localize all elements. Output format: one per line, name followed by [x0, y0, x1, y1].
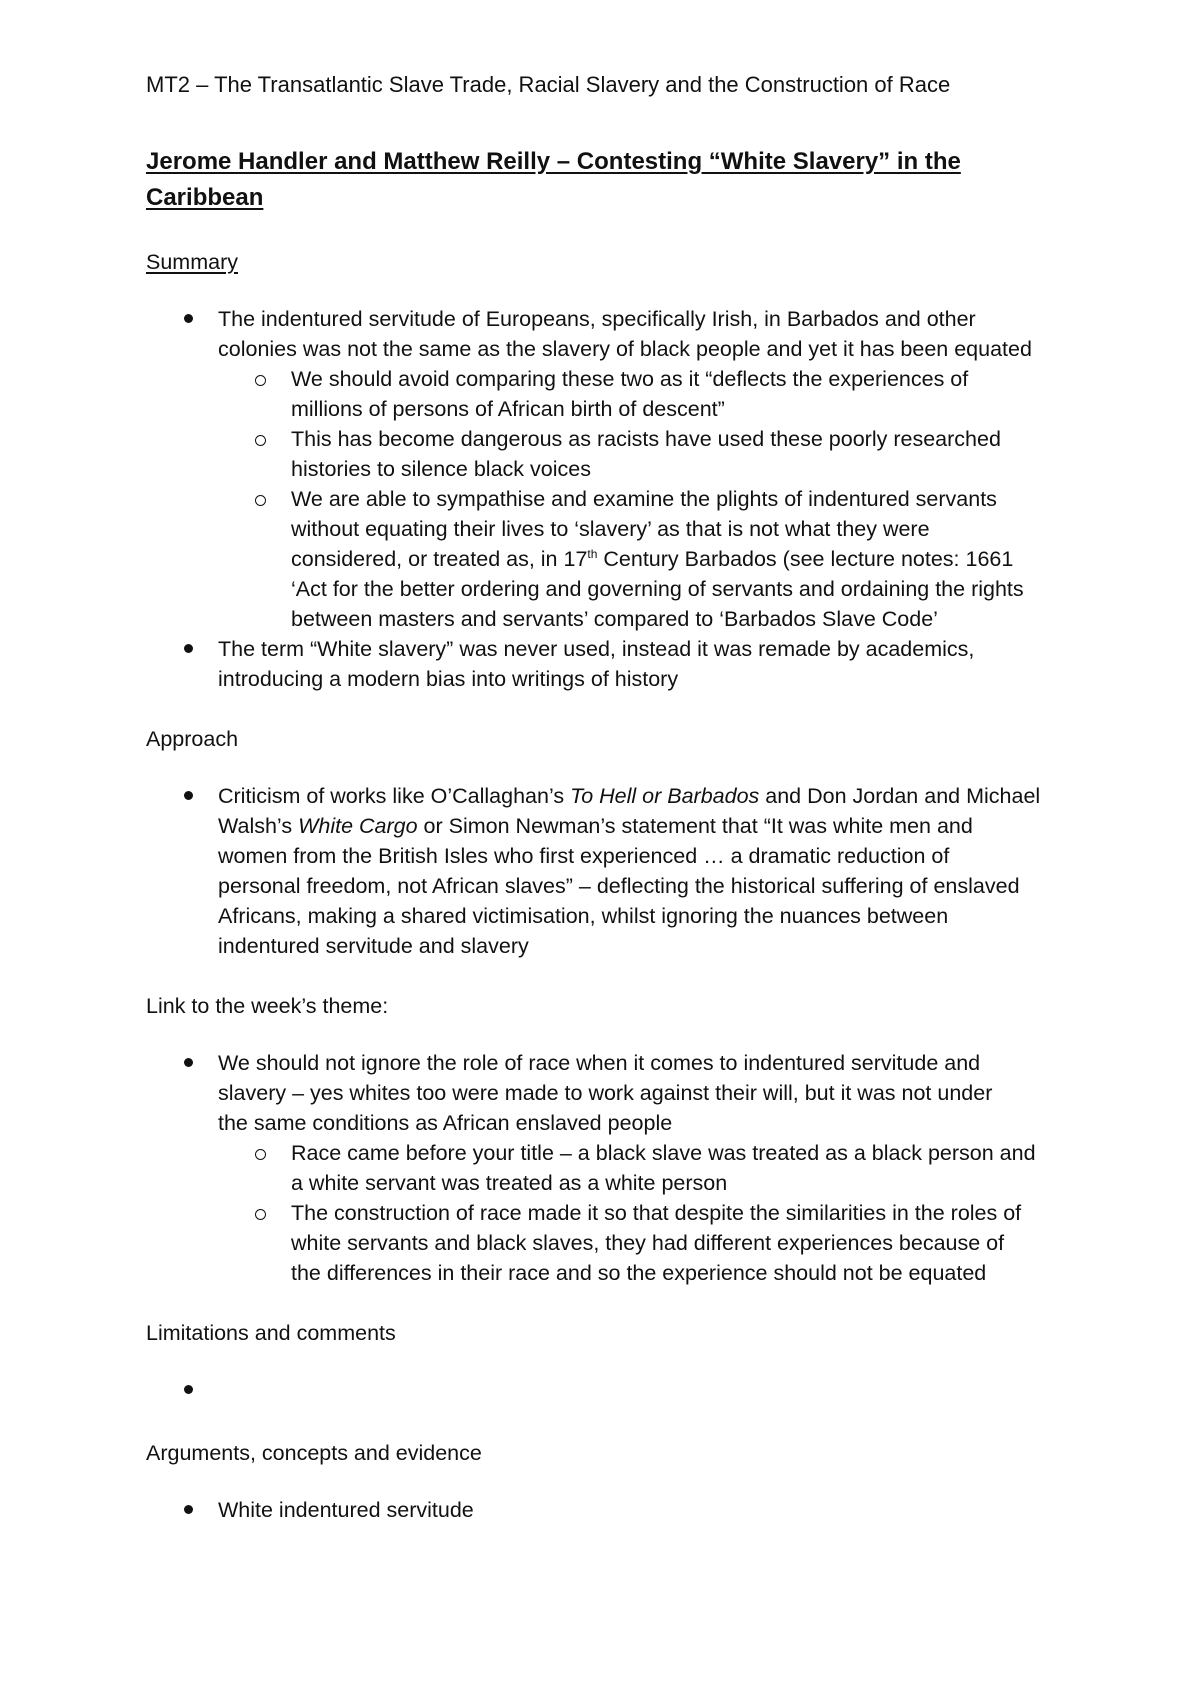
summary-bullet-1-line-1: The indentured servitude of Europeans, specifically Irish, in Barbados and other [218, 307, 976, 331]
link-bullet-line-3: the same conditions as African enslaved people [218, 1111, 673, 1135]
text-run: or Simon Newman’s statement that “It was white men and [417, 814, 973, 838]
book-title: White Cargo [298, 814, 418, 838]
summary-heading: Summary [146, 250, 238, 274]
link-sub-2-line-3: the differences in their race and so the experience should not be equated [291, 1261, 987, 1285]
approach-line-3: women from the British Isles who first experienced … a dramatic reduction of [218, 844, 950, 868]
sub-bullet-circle [255, 435, 266, 446]
summary-sub-2-line-1: This has become dangerous as racists have used these poorly researched [291, 427, 1001, 451]
book-title: To Hell or Barbados [570, 784, 760, 808]
link-heading: Link to the week’s theme: [146, 994, 389, 1018]
sub-bullet-circle [255, 1209, 266, 1220]
link-sub-1-line-1: Race came before your title – a black slave was treated as a black person and [291, 1141, 1036, 1165]
link-bullet-line-1: We should not ignore the role of race when it comes to indentured servitude and [218, 1051, 981, 1075]
bullet-dot [184, 1505, 193, 1514]
bullet-dot [184, 644, 193, 653]
bullet-dot [184, 314, 193, 323]
text-run: Century Barbados (see lecture notes: 1661 [597, 547, 1014, 571]
sub-bullet-circle [255, 1149, 266, 1160]
text-run: Criticism of works like O’Callaghan’s [218, 784, 571, 808]
bullet-dot [184, 791, 193, 800]
superscript: th [587, 546, 598, 561]
summary-sub-2-line-2: histories to silence black voices [291, 457, 591, 481]
summary-sub-3-line-2: without equating their lives to ‘slavery’ as that is not what they were [291, 517, 930, 541]
summary-bullet-2-line-2: introducing a modern bias into writings of history [218, 667, 679, 691]
approach-line-1 [218, 781, 1040, 811]
approach-line-6: indentured servitude and slavery [218, 934, 529, 958]
text-run: Walsh’s [218, 814, 299, 838]
approach-line-5: Africans, making a shared victimisation, whilst ignoring the nuances between [218, 904, 949, 928]
limitations-heading: Limitations and comments [146, 1321, 396, 1345]
bullet-dot [184, 1385, 193, 1394]
arguments-heading: Arguments, concepts and evidence [146, 1441, 482, 1465]
link-sub-2-line-2: white servants and black slaves, they had different experiences because of [291, 1231, 1005, 1255]
summary-sub-1-line-1: We should avoid comparing these two as it “deflects the experiences of [291, 367, 969, 391]
summary-bullet-2-line-1: The term “White slavery” was never used, instead it was remade by academics, [218, 637, 975, 661]
text-run: and Don Jordan and Michael [759, 784, 1041, 808]
link-sub-1-line-2: a white servant was treated as a white person [291, 1171, 728, 1195]
sub-bullet-circle [255, 495, 266, 506]
summary-sub-3-line-5: between masters and servants’ compared to ‘Barbados Slave Code’ [291, 607, 938, 631]
summary-sub-1-line-2: millions of persons of African birth of descent” [291, 397, 725, 421]
link-bullet-line-2: slavery – yes whites too were made to work against their will, but it was not under [218, 1081, 993, 1105]
summary-sub-3-line-3 [291, 544, 1013, 574]
approach-line-4: personal freedom, not African slaves” – deflecting the historical suffering of enslaved [218, 874, 1020, 898]
reading-heading-line-1: Jerome Handler and Matthew Reilly – Contesting “White Slavery” in the [146, 148, 961, 175]
summary-bullet-1-line-2: colonies was not the same as the slavery of black people and yet it has been equated [218, 337, 1032, 361]
sub-bullet-circle [255, 375, 266, 386]
summary-sub-3-line-1: We are able to sympathise and examine the plights of indentured servants [291, 487, 997, 511]
approach-heading: Approach [146, 727, 239, 751]
bullet-dot [184, 1058, 193, 1067]
reading-heading-line-2: Caribbean [146, 184, 264, 211]
text-run: considered, or treated as, in 17 [291, 547, 588, 571]
summary-sub-3-line-4: ‘Act for the better ordering and governing of servants and ordaining the rights [291, 577, 1024, 601]
document-title: MT2 – The Transatlantic Slave Trade, Racial Slavery and the Construction of Race [146, 72, 951, 97]
link-sub-2-line-1: The construction of race made it so that despite the similarities in the roles of [291, 1201, 1022, 1225]
approach-line-2 [218, 811, 973, 841]
arguments-bullet-1: White indentured servitude [218, 1498, 474, 1522]
